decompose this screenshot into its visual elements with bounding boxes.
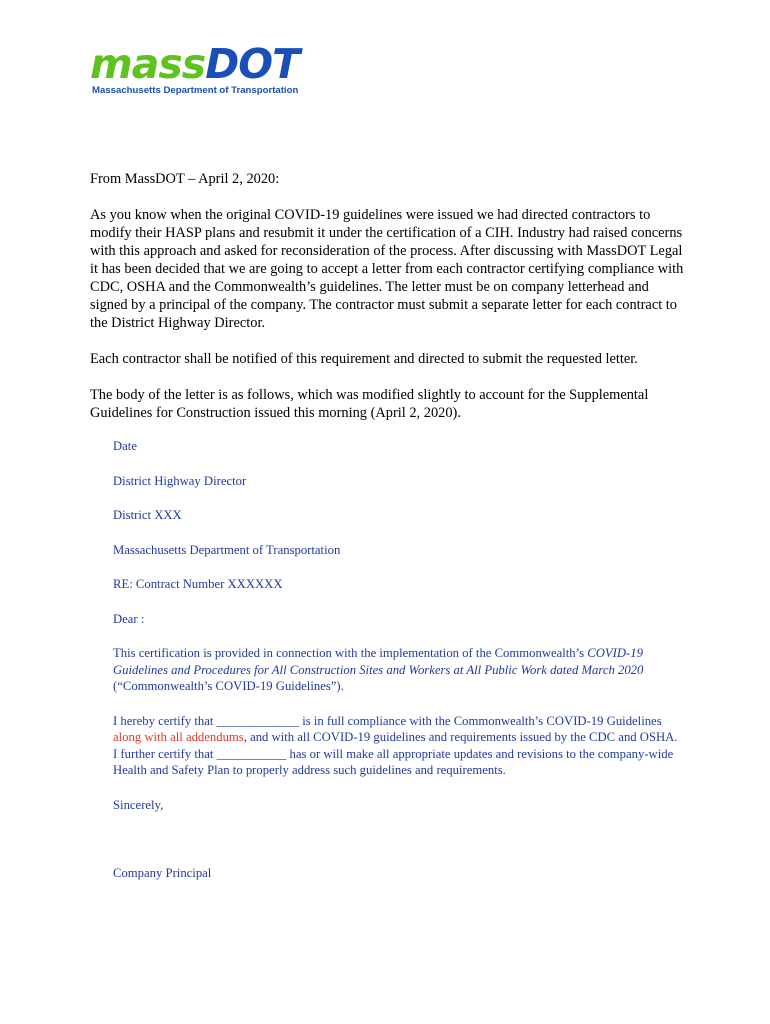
certify-part-2: , and with all COVID-19 guidelines and requirements issued by the CDC and OSHA. I further certify that ___________ has or will make all appropriate updates and revisions to the company-wide Health and Safety Plan to properly address such guidelines and requirements. bbox=[113, 730, 678, 777]
logo-subtitle: Massachusetts Department of Transportation bbox=[92, 85, 299, 96]
letter-re-line: RE: Contract Number XXXXXX bbox=[113, 577, 283, 591]
logo-wordmark bbox=[90, 40, 340, 88]
memo-body bbox=[90, 170, 690, 440]
memo-paragraph-2: Each contractor shall be notified of this requirement and directed to submit the requested letter. bbox=[90, 351, 638, 367]
massdot-logo bbox=[90, 40, 340, 100]
letter-date: Date bbox=[113, 439, 137, 453]
logo-word-mass: mass bbox=[90, 40, 206, 88]
memo-paragraph-3: The body of the letter is as follows, which was modified slightly to account for the Supplemental Guidelines for Construction issued this morning (April 2, 2020). bbox=[90, 387, 649, 421]
cert-intro: This certification is provided in connection with the implementation of the Commonwealth’s bbox=[113, 646, 588, 660]
letter-compliance-paragraph bbox=[113, 713, 683, 779]
letter-salutation: Dear : bbox=[113, 611, 145, 626]
memo-heading: From MassDOT – April 2, 2020: bbox=[90, 171, 280, 187]
letter-signature: Company Principal bbox=[113, 866, 212, 880]
certify-addendum-highlight: along with all addendums bbox=[113, 730, 244, 744]
letter-template bbox=[113, 438, 683, 900]
letter-closing: Sincerely, bbox=[113, 797, 164, 812]
letter-addressee: District Highway Director bbox=[113, 473, 247, 488]
cert-title: COVID-19 Guidelines and Procedures for All Construction Sites and Workers at All Public Work dated March 2020 bbox=[113, 646, 644, 677]
letter-certification-paragraph bbox=[113, 645, 683, 695]
letter-department: Massachusetts Department of Transportation bbox=[113, 542, 341, 557]
logo-word-dot: DOT bbox=[205, 40, 300, 88]
memo-paragraph-1: As you know when the original COVID-19 guidelines were issued we had directed contractors to modify their HASP plans and resubmit it under the certification of a CIH. Industry had raised concerns with this approach and asked for reconsideration of the process. After discussing with MassDOT Legal it has been decided that we are going to accept a letter from each contractor certifying compliance with CDC, OSHA and the Commonwealth’s guidelines. The letter must be on company letterhead and signed by a principal of the company. The contractor must submit a separate letter for each contract to the District Highway Director. bbox=[90, 207, 684, 331]
cert-end: (“Commonwealth’s COVID-19 Guidelines”). bbox=[113, 679, 344, 693]
certify-part-1: I hereby certify that _____________ is in full compliance with the Commonwealth’s COVID-19 Guidelines bbox=[113, 713, 662, 728]
letter-district: District XXX bbox=[113, 508, 182, 522]
